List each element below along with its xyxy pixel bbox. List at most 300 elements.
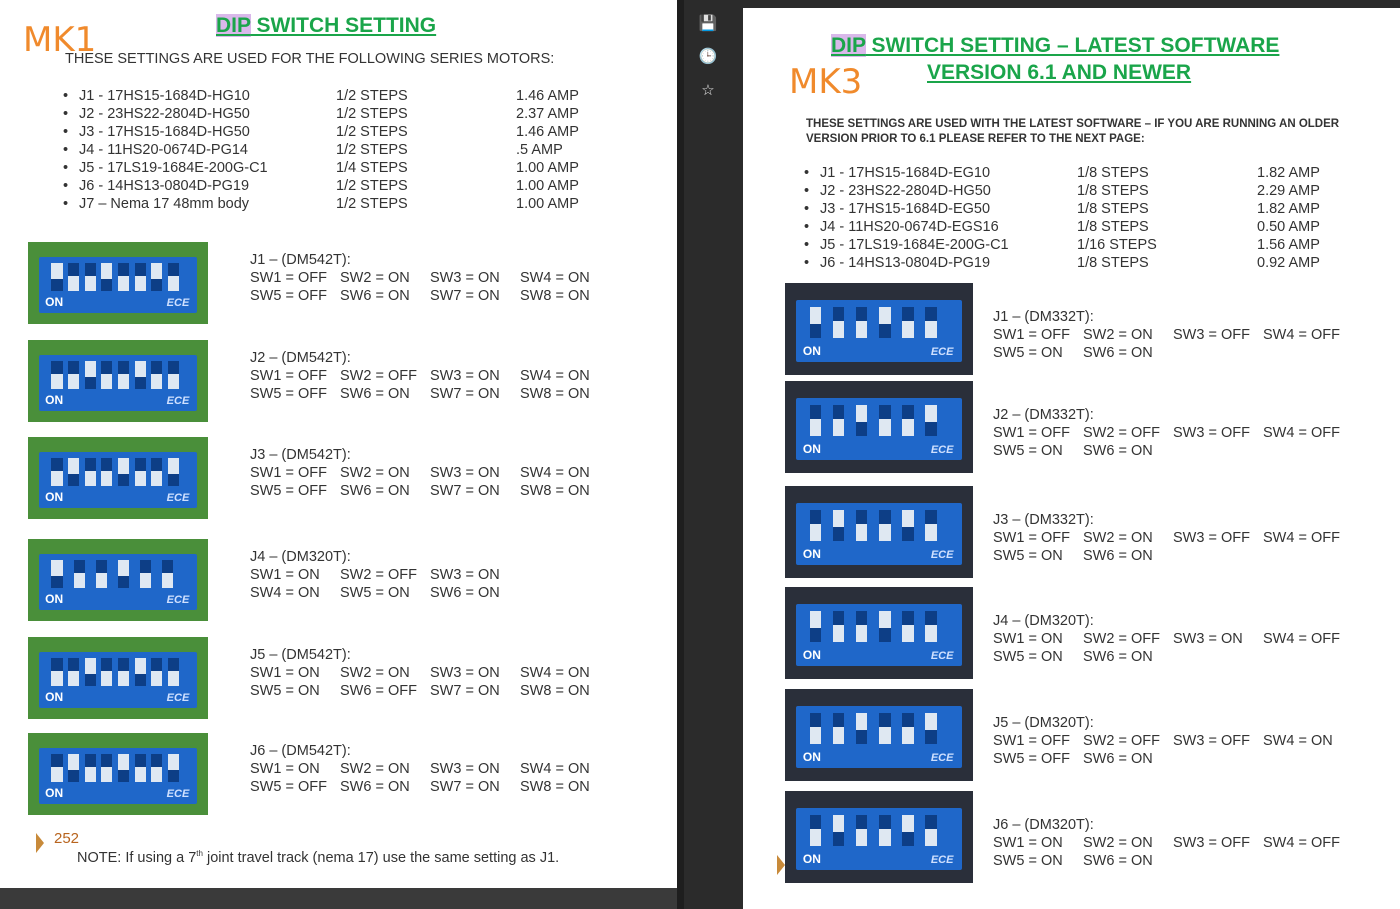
switch-knob — [856, 321, 868, 338]
motor-name: J5 - 17LS19-1684E-200G-C1 — [79, 160, 268, 176]
switch-knob — [168, 276, 179, 291]
switch-slot — [168, 263, 179, 291]
setting-row — [250, 779, 590, 797]
switch-on-label: ON — [802, 344, 821, 359]
motor-amp: 2.29 AMP — [1257, 183, 1320, 199]
driver-model: J4 – (DM320T): — [993, 613, 1094, 629]
motor-name: J4 - 11HS20-0674D-PG14 — [79, 142, 248, 158]
driver-model: J3 – (DM542T): — [250, 447, 351, 463]
switch-slot — [101, 658, 112, 686]
setting-row — [993, 530, 1340, 548]
switch-knob — [856, 713, 868, 730]
switch-knob — [118, 276, 129, 291]
switch-value: SW5 = ON — [993, 548, 1063, 564]
page-left — [0, 0, 677, 888]
motor-amp: 1.82 AMP — [1257, 165, 1320, 181]
switch-knob — [879, 829, 891, 846]
motor-amp: 0.50 AMP — [1257, 219, 1320, 235]
motor-amp: 1.00 AMP — [516, 178, 579, 194]
switch-knob — [856, 524, 868, 541]
switch-value: SW1 = OFF — [993, 530, 1070, 546]
motor-name: J2 - 23HS22-2804D-HG50 — [79, 106, 250, 122]
switch-knob — [833, 419, 845, 436]
switch-value: SW1 = OFF — [250, 270, 327, 286]
switch-slot — [135, 658, 146, 686]
switch-knob — [902, 321, 914, 338]
switch-knob — [118, 374, 129, 389]
motor-name: J3 - 17HS15-1684D-HG50 — [79, 124, 250, 140]
setting-row — [250, 465, 590, 483]
driver-model: J3 – (DM332T): — [993, 512, 1094, 528]
switch-slot — [856, 405, 868, 436]
intro-text: THESE SETTINGS ARE USED FOR THE FOLLOWING SERIES MOTORS: — [65, 51, 555, 67]
switch-slot — [810, 405, 822, 436]
switch-value: SW4 = OFF — [1263, 425, 1340, 441]
switch-value: SW1 = ON — [993, 631, 1063, 647]
switch-slot — [833, 405, 845, 436]
setting-row — [993, 345, 1153, 363]
note-suffix: joint travel track (nema 17) use the same setting as J1. — [202, 849, 560, 866]
switch-knob — [135, 767, 146, 782]
setting-row — [993, 853, 1153, 871]
switch-slot — [879, 611, 891, 642]
version-badge-mk3: MK3 — [789, 62, 863, 102]
switch-brand-label: ECE — [166, 492, 190, 505]
switch-slot — [810, 713, 822, 744]
dip-switch-photo — [785, 283, 973, 375]
setting-block — [993, 407, 1340, 461]
motor-amp: 1.00 AMP — [516, 160, 579, 176]
motor-steps: 1/4 STEPS — [336, 160, 408, 176]
bullet-icon: • — [63, 88, 69, 104]
switch-slot — [168, 361, 179, 389]
switch-knob — [151, 767, 162, 782]
setting-block — [250, 549, 500, 603]
title-dip: DIP — [831, 34, 866, 57]
switch-slot — [925, 611, 937, 642]
page-marker-icon — [36, 833, 44, 853]
switch-on-label: ON — [45, 592, 64, 607]
switch-body — [39, 652, 197, 708]
dip-switch-photo — [28, 539, 208, 621]
switch-slot — [902, 405, 914, 436]
switch-slot — [51, 458, 62, 486]
history-icon[interactable]: 🕒 — [698, 48, 718, 65]
switch-knob — [168, 754, 179, 769]
motor-steps: 1/8 STEPS — [1077, 201, 1149, 217]
switch-on-label: ON — [45, 690, 64, 705]
setting-row — [993, 327, 1340, 345]
switch-value: SW1 = OFF — [993, 327, 1070, 343]
switch-slot — [151, 754, 162, 782]
switch-knob — [902, 727, 914, 744]
switch-slot — [833, 611, 845, 642]
setting-row — [250, 665, 590, 683]
switch-slot — [74, 560, 85, 588]
switch-knob — [101, 374, 112, 389]
switch-value: SW1 = ON — [993, 835, 1063, 851]
switch-knob — [168, 671, 179, 686]
switch-knob — [810, 419, 822, 436]
motor-steps: 1/8 STEPS — [1077, 255, 1149, 271]
switch-brand-label: ECE — [166, 395, 190, 408]
driver-model: J1 – (DM542T): — [250, 252, 351, 268]
switch-knob — [68, 374, 79, 389]
switch-value: SW4 = OFF — [1263, 631, 1340, 647]
switch-knob — [833, 727, 845, 744]
switch-body — [796, 398, 961, 461]
switch-knob — [118, 754, 129, 769]
save-icon[interactable]: 💾 — [698, 15, 718, 32]
switch-value: SW2 = OFF — [1083, 425, 1160, 441]
switch-knob — [925, 625, 937, 642]
setting-block — [993, 309, 1340, 363]
setting-row — [250, 368, 590, 386]
switch-brand-label: ECE — [930, 549, 954, 562]
switch-knob — [51, 560, 62, 575]
note-prefix: NOTE: If using a 7 — [77, 849, 197, 866]
driver-model: J6 – (DM320T): — [993, 817, 1094, 833]
setting-block — [250, 743, 590, 797]
switch-slot — [118, 754, 129, 782]
driver-model: J4 – (DM320T): — [250, 549, 351, 565]
switch-knob — [101, 767, 112, 782]
switch-value: SW4 = ON — [520, 761, 590, 777]
switch-slot — [151, 263, 162, 291]
switch-body — [796, 503, 961, 566]
switch-slot — [925, 307, 937, 338]
page-title-left — [216, 14, 436, 38]
switch-knob — [135, 276, 146, 291]
motor-name: J1 - 17HS15-1684D-EG10 — [820, 165, 991, 181]
switch-knob — [151, 374, 162, 389]
setting-row — [993, 649, 1153, 667]
switch-slot — [118, 263, 129, 291]
switch-slot — [118, 658, 129, 686]
switch-slot — [101, 754, 112, 782]
dip-switch-photo — [28, 437, 208, 519]
switch-value: SW4 = ON — [1263, 733, 1333, 749]
motor-steps: 1/2 STEPS — [336, 88, 408, 104]
switch-brand-label: ECE — [166, 692, 190, 705]
switch-knob — [85, 658, 96, 673]
switch-knob — [833, 321, 845, 338]
setting-row — [993, 835, 1340, 853]
setting-row — [250, 683, 590, 701]
motor-name: J4 - 11HS20-0674D-EGS16 — [820, 219, 999, 235]
switch-value: SW7 = ON — [430, 386, 500, 402]
switch-slot — [833, 307, 845, 338]
switch-knob — [856, 625, 868, 642]
switch-knob — [856, 829, 868, 846]
bullet-icon: • — [63, 124, 69, 140]
switch-knob — [810, 829, 822, 846]
switch-knob — [68, 754, 79, 769]
switch-value: SW6 = ON — [430, 585, 500, 601]
switch-slot — [96, 560, 107, 588]
switch-slot — [879, 713, 891, 744]
switch-value: SW6 = ON — [1083, 751, 1153, 767]
setting-row — [993, 631, 1340, 649]
switch-knob — [135, 361, 146, 376]
switch-slot — [51, 658, 62, 686]
switch-knob — [51, 374, 62, 389]
switch-value: SW4 = ON — [250, 585, 320, 601]
switch-slot — [810, 307, 822, 338]
switch-value: SW3 = ON — [430, 567, 500, 583]
switch-knob — [68, 458, 79, 473]
page-right — [743, 8, 1400, 909]
switch-value: SW2 = ON — [1083, 835, 1153, 851]
page-marker-icon — [777, 855, 785, 875]
motor-amp: 1.46 AMP — [516, 88, 579, 104]
switch-on-label: ON — [802, 852, 821, 867]
switch-on-label: ON — [45, 393, 64, 408]
switch-value: SW2 = ON — [1083, 327, 1153, 343]
switch-value: SW3 = ON — [430, 761, 500, 777]
switch-brand-label: ECE — [930, 854, 954, 867]
setting-block — [250, 647, 590, 701]
switch-knob — [135, 658, 146, 673]
switch-slot — [902, 713, 914, 744]
switch-value: SW3 = OFF — [1173, 530, 1250, 546]
switch-slot — [151, 361, 162, 389]
setting-block — [993, 512, 1340, 566]
switch-slot — [833, 713, 845, 744]
switch-slot — [51, 754, 62, 782]
setting-row — [993, 733, 1333, 751]
switch-knob — [168, 374, 179, 389]
switch-value: SW6 = ON — [1083, 548, 1153, 564]
switch-value: SW2 = ON — [340, 465, 410, 481]
motor-amp: 1.00 AMP — [516, 196, 579, 212]
switch-slot — [101, 361, 112, 389]
switch-value: SW2 = ON — [340, 761, 410, 777]
switch-knob — [902, 625, 914, 642]
motor-steps: 1/2 STEPS — [336, 124, 408, 140]
switch-slot — [168, 754, 179, 782]
bullet-icon: • — [804, 237, 810, 253]
switch-knob — [925, 713, 937, 730]
setting-row — [250, 483, 590, 501]
switch-knob — [85, 767, 96, 782]
switch-slot — [101, 458, 112, 486]
switch-value: SW3 = OFF — [1173, 425, 1250, 441]
switch-knob — [74, 573, 85, 588]
switch-knob — [85, 471, 96, 486]
switch-on-label: ON — [802, 442, 821, 457]
switch-slot — [85, 658, 96, 686]
bookmark-star-icon[interactable]: ☆ — [701, 82, 715, 99]
switch-value: SW4 = OFF — [1263, 835, 1340, 851]
switch-slot — [856, 611, 868, 642]
bullet-icon: • — [63, 196, 69, 212]
driver-model: J6 – (DM542T): — [250, 743, 351, 759]
dip-switch-photo — [28, 340, 208, 422]
switch-knob — [925, 405, 937, 422]
switch-value: SW5 = OFF — [250, 483, 327, 499]
switch-value: SW1 = ON — [250, 567, 320, 583]
switch-value: SW5 = ON — [993, 649, 1063, 665]
switch-value: SW4 = ON — [520, 270, 590, 286]
switch-value: SW2 = ON — [340, 665, 410, 681]
setting-row — [993, 425, 1340, 443]
switch-knob — [879, 524, 891, 541]
switch-value: SW1 = OFF — [250, 368, 327, 384]
switch-brand-label: ECE — [930, 650, 954, 663]
switch-value: SW8 = ON — [520, 779, 590, 795]
title-rest: SWITCH SETTING – LATEST SOFTWARE — [865, 34, 1280, 57]
motor-steps: 1/8 STEPS — [1077, 219, 1149, 235]
bullet-icon: • — [804, 255, 810, 271]
switch-value: SW6 = ON — [1083, 649, 1153, 665]
switch-value: SW3 = OFF — [1173, 733, 1250, 749]
bullet-icon: • — [63, 106, 69, 122]
motor-steps: 1/2 STEPS — [336, 178, 408, 194]
switch-slot — [879, 307, 891, 338]
setting-row — [250, 270, 590, 288]
switch-value: SW2 = OFF — [340, 368, 417, 384]
switch-knob — [162, 573, 173, 588]
switch-body — [39, 257, 197, 313]
switch-value: SW2 = ON — [1083, 530, 1153, 546]
switch-slot — [879, 510, 891, 541]
switch-slot — [135, 754, 146, 782]
panel-divider — [677, 0, 684, 909]
switch-slot — [925, 510, 937, 541]
driver-model: J2 – (DM542T): — [250, 350, 351, 366]
dip-switch-photo — [28, 637, 208, 719]
page-title-right — [831, 34, 1279, 58]
switch-slot — [85, 754, 96, 782]
switch-brand-label: ECE — [930, 444, 954, 457]
switch-knob — [856, 405, 868, 422]
switch-value: SW5 = ON — [993, 443, 1063, 459]
motor-amp: 1.82 AMP — [1257, 201, 1320, 217]
switch-value: SW3 = ON — [430, 665, 500, 681]
motor-name: J2 - 23HS22-2804D-HG50 — [820, 183, 991, 199]
switch-value: SW4 = ON — [520, 665, 590, 681]
dip-switch-photo — [785, 486, 973, 578]
intro-text: THESE SETTINGS ARE USED WITH THE LATEST SOFTWARE – IF YOU ARE RUNNING AN OLDER VERSION PRIOR TO 6.1 PLEASE REFER TO THE NEXT PAGE: — [806, 118, 1340, 145]
switch-knob — [51, 767, 62, 782]
switch-slot — [151, 458, 162, 486]
switch-body — [796, 300, 961, 363]
motor-amp: 2.37 AMP — [516, 106, 579, 122]
switch-value: SW4 = OFF — [1263, 530, 1340, 546]
switch-knob — [68, 276, 79, 291]
switch-on-label: ON — [802, 750, 821, 765]
switch-body — [39, 554, 197, 610]
bullet-icon: • — [63, 178, 69, 194]
switch-slot — [925, 405, 937, 436]
bullet-icon: • — [804, 165, 810, 181]
title-rest: SWITCH SETTING — [250, 14, 437, 37]
switch-value: SW6 = ON — [340, 386, 410, 402]
side-toolbar — [684, 0, 732, 909]
switch-slot — [118, 560, 129, 588]
setting-block — [993, 613, 1340, 667]
switch-value: SW2 = OFF — [1083, 631, 1160, 647]
switch-value: SW1 = OFF — [993, 733, 1070, 749]
switch-slot — [902, 510, 914, 541]
switch-value: SW5 = OFF — [993, 751, 1070, 767]
switch-value: SW3 = ON — [430, 368, 500, 384]
switch-value: SW7 = ON — [430, 483, 500, 499]
switch-value: SW6 = ON — [340, 483, 410, 499]
switch-value: SW3 = ON — [430, 465, 500, 481]
switch-brand-label: ECE — [166, 788, 190, 801]
switch-knob — [810, 307, 822, 324]
switch-knob — [151, 671, 162, 686]
setting-row — [250, 567, 500, 585]
switch-slot — [168, 458, 179, 486]
switch-knob — [85, 276, 96, 291]
switch-value: SW6 = OFF — [340, 683, 417, 699]
switch-on-label: ON — [802, 547, 821, 562]
switch-slot — [925, 815, 937, 846]
setting-row — [250, 585, 500, 603]
switch-slot — [856, 307, 868, 338]
switch-knob — [101, 471, 112, 486]
switch-value: SW3 = OFF — [1173, 835, 1250, 851]
switch-on-label: ON — [45, 295, 64, 310]
switch-value: SW5 = ON — [340, 585, 410, 601]
switch-knob — [101, 263, 112, 278]
switch-knob — [810, 727, 822, 744]
switch-brand-label: ECE — [930, 752, 954, 765]
switch-value: SW1 = ON — [250, 665, 320, 681]
switch-slot — [902, 307, 914, 338]
dip-switch-photo — [785, 381, 973, 473]
switch-knob — [51, 671, 62, 686]
motor-name: J6 - 14HS13-0804D-PG19 — [820, 255, 991, 271]
title-dip: DIP — [216, 14, 251, 37]
bullet-icon: • — [804, 183, 810, 199]
switch-brand-label: ECE — [166, 594, 190, 607]
switch-knob — [51, 263, 62, 278]
motor-name: J3 - 17HS15-1684D-EG50 — [820, 201, 991, 217]
switch-knob — [879, 611, 891, 628]
switch-value: SW7 = ON — [430, 683, 500, 699]
switch-value: SW6 = ON — [340, 779, 410, 795]
switch-knob — [68, 671, 79, 686]
switch-knob — [925, 524, 937, 541]
dip-switch-photo — [785, 791, 973, 883]
switch-knob — [101, 671, 112, 686]
switch-slot — [51, 361, 62, 389]
driver-model: J2 – (DM332T): — [993, 407, 1094, 423]
switch-slot — [85, 263, 96, 291]
switch-slot — [140, 560, 151, 588]
switch-slot — [168, 658, 179, 686]
switch-slot — [856, 713, 868, 744]
motor-steps: 1/8 STEPS — [1077, 165, 1149, 181]
switch-slot — [902, 815, 914, 846]
switch-knob — [902, 815, 914, 832]
switch-slot — [68, 263, 79, 291]
switch-knob — [925, 321, 937, 338]
switch-value: SW1 = ON — [250, 761, 320, 777]
switch-slot — [925, 713, 937, 744]
switch-slot — [101, 263, 112, 291]
motor-name: J1 - 17HS15-1684D-HG10 — [79, 88, 250, 104]
switch-value: SW6 = ON — [1083, 853, 1153, 869]
motor-steps: 1/2 STEPS — [336, 142, 408, 158]
switch-knob — [168, 458, 179, 473]
switch-slot — [85, 458, 96, 486]
setting-block — [250, 447, 590, 501]
